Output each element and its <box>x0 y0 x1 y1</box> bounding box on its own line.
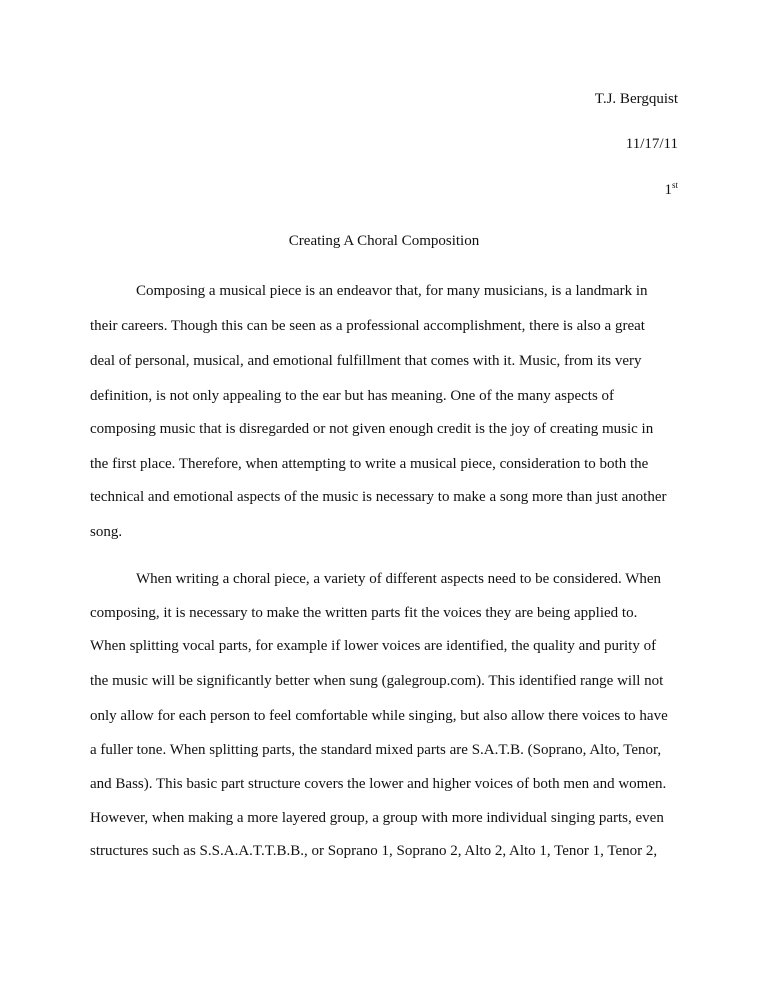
author-name: T.J. Bergquist <box>594 91 678 107</box>
paragraph-2-line-4: the music will be significantly better when sung (galegroup.com). This identified range will not <box>90 673 664 689</box>
document-title: Creating A Choral Composition <box>288 233 480 249</box>
class-period-number: 1 <box>664 182 672 198</box>
paragraph-2-line-8: However, when making a more layered group, a group with more individual singing parts, even <box>90 810 664 826</box>
paragraph-1-line-8: song. <box>90 524 123 540</box>
paragraph-1-line-3: deal of personal, musical, and emotional fulfillment that comes with it. Music, from its very <box>90 353 642 369</box>
paragraph-2-line-1: When writing a choral piece, a variety of different aspects need to be considered. When <box>136 571 662 587</box>
paragraph-2-line-3: When splitting vocal parts, for example if lower voices are identified, the quality and purity of <box>90 638 657 654</box>
paragraph-2-line-7: and Bass). This basic part structure covers the lower and higher voices of both men and women. <box>90 776 667 792</box>
paragraph-2-line-9: structures such as S.S.A.A.T.T.B.B., or Soprano 1, Soprano 2, Alto 2, Alto 1, Tenor 1, Tenor 2, <box>90 843 658 859</box>
paragraph-1-line-1: Composing a musical piece is an endeavor that, for many musicians, is a landmark in <box>136 283 648 299</box>
paragraph-2-line-6: a fuller tone. When splitting parts, the standard mixed parts are S.A.T.B. (Soprano, Alto, Tenor, <box>90 742 662 758</box>
document-date: 11/17/11 <box>625 136 678 152</box>
paragraph-2-line-2: composing, it is necessary to make the written parts fit the voices they are being applied to. <box>90 605 638 621</box>
paragraph-2-line-5: only allow for each person to feel comfortable while singing, but also allow there voices to have <box>90 708 668 724</box>
paragraph-1-line-4: definition, is not only appealing to the ear but has meaning. One of the many aspects of <box>90 388 615 404</box>
class-period-suffix: st <box>671 180 678 190</box>
paragraph-1-line-5: composing music that is disregarded or not given enough credit is the joy of creating music in <box>90 421 654 437</box>
paragraph-1-line-2: their careers. Though this can be seen as a professional accomplishment, there is also a great <box>90 318 645 334</box>
paragraph-1-line-6: the first place. Therefore, when attempting to write a musical piece, consideration to both the <box>90 456 649 472</box>
class-period <box>664 181 678 199</box>
paragraph-1-line-7: technical and emotional aspects of the music is necessary to make a song more than just another <box>90 489 667 505</box>
